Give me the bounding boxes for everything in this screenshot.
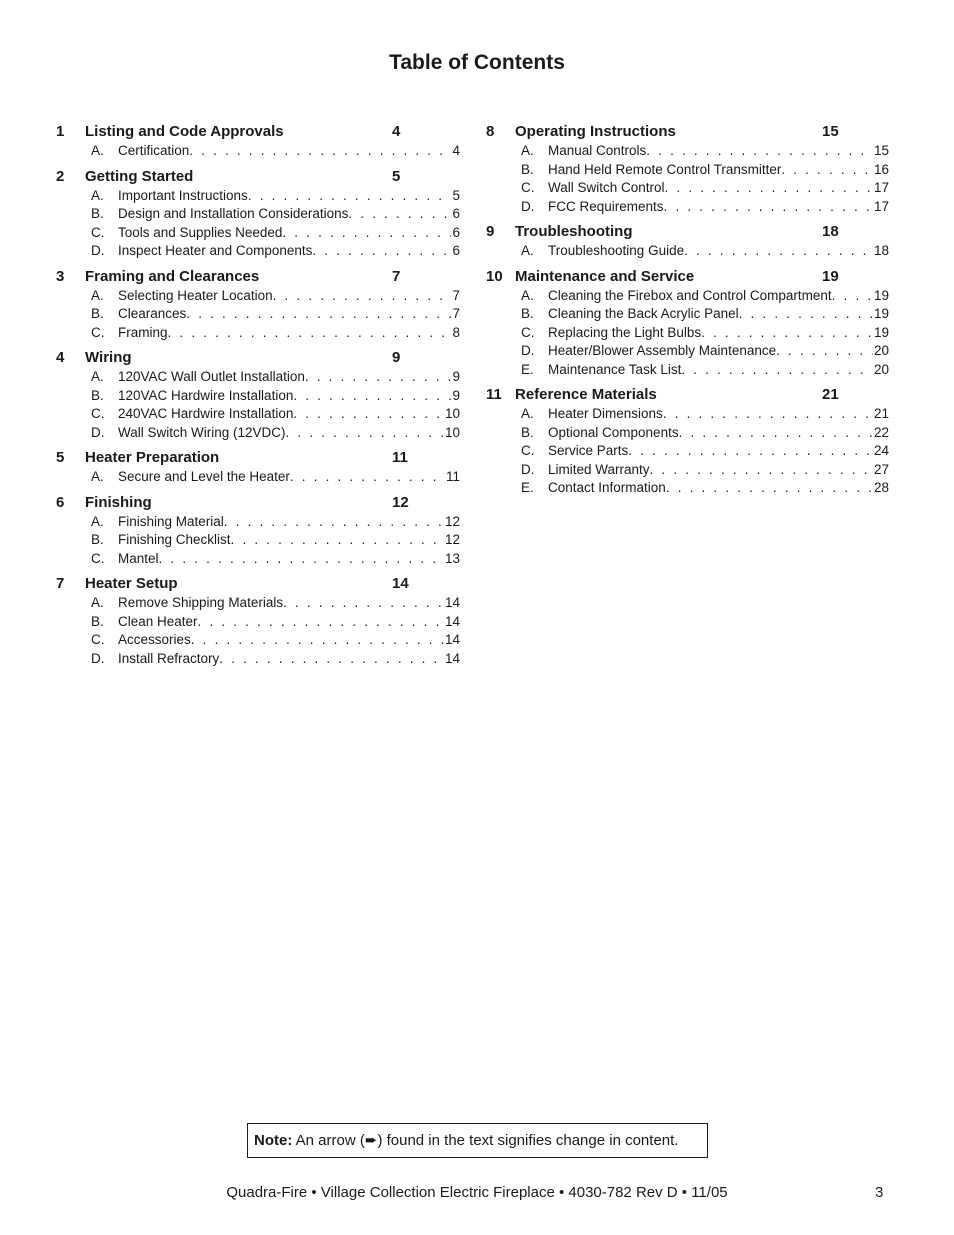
toc-entry [486, 324, 889, 343]
entry-line [118, 305, 460, 324]
toc-entry [486, 179, 889, 198]
toc-section-heading [486, 266, 889, 287]
dot-leader [293, 405, 444, 424]
entry-line [548, 461, 889, 480]
toc-section [56, 266, 460, 343]
toc-section [56, 447, 460, 487]
entry-page: 21 [873, 406, 889, 421]
entry-letter: C. [91, 632, 105, 647]
entry-page: 22 [873, 424, 889, 440]
entry-page: 19 [873, 287, 889, 303]
entry-letter: B. [91, 613, 104, 629]
entry-page: 5 [452, 187, 460, 203]
toc-entry [56, 242, 460, 261]
entry-page: 20 [873, 343, 889, 358]
entry-page: 14 [444, 632, 460, 647]
entry-title: Service Parts [548, 443, 629, 458]
entry-title: Clean Heater [118, 613, 198, 629]
entry-letter: A. [521, 406, 534, 421]
entry-page: 13 [444, 550, 460, 566]
section-number: 4 [56, 349, 65, 366]
dot-leader [305, 368, 452, 387]
entry-letter: D. [521, 198, 535, 214]
toc-entry [56, 650, 460, 669]
toc-entry [486, 287, 889, 306]
toc-entry [56, 405, 460, 424]
section-number: 7 [56, 575, 65, 592]
entry-line [548, 179, 889, 198]
entry-page: 8 [452, 324, 460, 340]
section-page: 18 [822, 223, 839, 240]
entry-title: Wall Switch Control [548, 180, 665, 195]
entry-page: 10 [444, 424, 460, 440]
toc-entry [56, 613, 460, 632]
toc-section [486, 121, 889, 216]
entry-page: 18 [873, 243, 889, 258]
dot-leader [290, 468, 445, 487]
dot-leader [231, 531, 444, 550]
toc-section [56, 121, 460, 161]
entry-line [548, 342, 889, 361]
dot-leader [665, 179, 873, 198]
entry-letter: B. [521, 424, 534, 440]
dot-leader [282, 224, 451, 243]
entry-line [548, 161, 889, 180]
entry-page: 17 [873, 180, 889, 195]
dot-leader [681, 361, 873, 380]
section-title: Wiring [85, 349, 132, 366]
entry-page: 9 [452, 387, 460, 403]
entry-letter: A. [91, 143, 104, 158]
entry-page: 7 [452, 306, 460, 321]
entry-line [118, 613, 460, 632]
entry-letter: E. [521, 361, 534, 377]
entry-page: 7 [452, 287, 460, 303]
entry-title: 240VAC Hardwire Installation [118, 406, 294, 421]
entry-title: Replacing the Light Bulbs [548, 324, 702, 340]
section-page: 5 [392, 167, 401, 185]
entry-title: Finishing Material [118, 513, 224, 529]
section-number: 6 [56, 493, 65, 511]
dot-leader [646, 142, 873, 161]
entry-letter: D. [91, 650, 105, 666]
dot-leader [186, 305, 451, 324]
entry-letter: D. [91, 243, 105, 258]
entry-letter: C. [91, 550, 105, 566]
entry-letter: A. [91, 513, 104, 529]
entry-title: Heater/Blower Assembly Maintenance [548, 343, 777, 358]
dot-leader [293, 387, 451, 406]
page-number: 3 [875, 1184, 884, 1201]
entry-title: Heater Dimensions [548, 406, 663, 421]
entry-title: Cleaning the Firebox and Control Compartment [548, 287, 832, 303]
entry-letter: C. [91, 324, 105, 340]
entry-line [548, 405, 889, 424]
entry-letter: B. [91, 532, 104, 547]
section-page: 19 [822, 267, 839, 285]
entry-letter: A. [91, 595, 104, 610]
section-title: Heater Setup [85, 575, 178, 592]
section-number: 3 [56, 267, 65, 285]
dot-leader [650, 461, 873, 480]
toc-section [56, 347, 460, 442]
toc-entry [56, 531, 460, 550]
toc-left-column [56, 121, 460, 673]
toc-entry [486, 198, 889, 217]
entry-line [118, 287, 460, 306]
toc-entry [486, 242, 889, 261]
toc-section [486, 221, 889, 261]
toc-entry [56, 594, 460, 613]
section-page: 7 [392, 267, 401, 285]
note-text-before: An arrow ( [292, 1132, 365, 1149]
section-page: 15 [822, 123, 839, 140]
dot-leader [739, 305, 873, 324]
toc-entry [56, 142, 460, 161]
entry-letter: D. [521, 343, 535, 358]
toc-entry [56, 368, 460, 387]
section-title: Troubleshooting [515, 223, 633, 240]
toc-entry [56, 324, 460, 343]
dot-leader [189, 142, 451, 161]
toc-entry [486, 405, 889, 424]
footer-text: Quadra-Fire • Village Collection Electric Fireplace • 4030-782 Rev D • 11/05 [226, 1184, 728, 1201]
entry-title: Tools and Supplies Needed [118, 224, 283, 240]
entry-letter: B. [91, 387, 104, 403]
entry-letter: C. [91, 406, 105, 421]
section-page: 9 [392, 349, 401, 366]
toc-section-heading [56, 121, 460, 142]
toc-section [56, 573, 460, 668]
entry-title: Mantel [118, 550, 159, 566]
dot-leader [832, 287, 873, 306]
section-page: 12 [392, 493, 409, 511]
entry-letter: A. [521, 287, 534, 303]
entry-title: Install Refractory [118, 650, 220, 666]
dot-leader [684, 242, 873, 261]
dot-leader [273, 287, 452, 306]
toc-entry [56, 387, 460, 406]
toc-entry [56, 187, 460, 206]
entry-line [118, 550, 460, 569]
section-page: 11 [392, 449, 408, 466]
entry-line [118, 531, 460, 550]
dot-leader [679, 424, 873, 443]
toc-section-heading [486, 121, 889, 142]
section-number: 11 [486, 386, 502, 403]
entry-title: Design and Installation Considerations [118, 206, 349, 221]
entry-page: 17 [873, 198, 889, 214]
entry-page: 10 [444, 406, 460, 421]
entry-title: Limited Warranty [548, 461, 650, 477]
entry-line [118, 242, 460, 261]
toc-entry [56, 513, 460, 532]
entry-line [118, 513, 460, 532]
entry-letter: B. [91, 206, 104, 221]
dot-leader [168, 324, 452, 343]
page-title: Table of Contents [389, 51, 565, 74]
entry-title: Accessories [118, 632, 191, 647]
entry-letter: C. [521, 180, 535, 195]
toc-section-heading [486, 221, 889, 242]
toc-entry [56, 305, 460, 324]
entry-page: 24 [873, 443, 889, 458]
entry-title: 120VAC Hardwire Installation [118, 387, 294, 403]
entry-letter: A. [91, 369, 104, 384]
toc-right-column [486, 121, 889, 503]
entry-line [118, 650, 460, 669]
section-title: Finishing [85, 493, 152, 511]
entry-line [118, 387, 460, 406]
entry-letter: B. [521, 161, 534, 177]
entry-line [548, 198, 889, 217]
section-number: 5 [56, 449, 65, 466]
toc-entry [486, 479, 889, 498]
entry-title: Inspect Heater and Components [118, 243, 313, 258]
toc-section [486, 266, 889, 380]
section-page: 4 [392, 123, 401, 140]
toc-section-heading [56, 492, 460, 513]
section-number: 1 [56, 123, 65, 140]
entry-title: Important Instructions [118, 187, 248, 203]
toc-section [56, 492, 460, 569]
section-title: Reference Materials [515, 386, 657, 403]
entry-page: 12 [444, 532, 460, 547]
entry-title: Finishing Checklist [118, 532, 231, 547]
entry-line [118, 224, 460, 243]
entry-letter: C. [91, 224, 105, 240]
toc-section-heading [56, 266, 460, 287]
section-title: Operating Instructions [515, 123, 676, 140]
note-label: Note: [254, 1132, 293, 1149]
right-arrow-icon: ➨ [364, 1132, 378, 1149]
entry-title: Cleaning the Back Acrylic Panel [548, 306, 739, 321]
toc-entry [56, 550, 460, 569]
entry-letter: A. [521, 243, 534, 258]
toc-entry [56, 205, 460, 224]
entry-line [118, 424, 460, 443]
entry-line [548, 242, 889, 261]
entry-title: Selecting Heater Location [118, 287, 273, 303]
entry-letter: B. [521, 306, 534, 321]
dot-leader [663, 405, 873, 424]
entry-letter: D. [521, 461, 535, 477]
entry-page: 14 [444, 595, 460, 610]
entry-line [548, 324, 889, 343]
dot-leader [701, 324, 873, 343]
entry-title: Remove Shipping Materials [118, 595, 284, 610]
entry-letter: A. [91, 287, 104, 303]
dot-leader [248, 187, 452, 206]
entry-letter: B. [91, 306, 104, 321]
entry-page: 6 [452, 206, 460, 221]
toc-section-heading [56, 573, 460, 594]
entry-title: Optional Components [548, 424, 679, 440]
toc-entry [486, 361, 889, 380]
toc-section-heading [486, 384, 889, 405]
entry-letter: D. [91, 424, 105, 440]
entry-line [548, 287, 889, 306]
toc-entry [56, 224, 460, 243]
toc-entry [56, 468, 460, 487]
section-title: Framing and Clearances [85, 267, 260, 285]
entry-letter: A. [521, 143, 534, 158]
dot-leader [781, 161, 873, 180]
entry-page: 11 [445, 469, 460, 484]
entry-page: 6 [452, 243, 460, 258]
toc-section-heading [56, 347, 460, 368]
entry-page: 12 [444, 513, 460, 529]
section-number: 2 [56, 167, 65, 185]
toc-entry [486, 342, 889, 361]
toc-entry [56, 424, 460, 443]
entry-line [548, 305, 889, 324]
toc-section [486, 384, 889, 498]
entry-letter: C. [521, 443, 535, 458]
dot-leader [224, 513, 444, 532]
section-page: 21 [822, 386, 839, 403]
entry-letter: A. [91, 187, 104, 203]
dot-leader [286, 424, 444, 443]
section-number: 9 [486, 223, 495, 240]
entry-title: FCC Requirements [548, 198, 664, 214]
entry-title: Framing [118, 324, 168, 340]
section-number: 8 [486, 123, 495, 140]
toc-entry [486, 142, 889, 161]
entry-line [118, 142, 460, 161]
entry-letter: A. [91, 469, 104, 484]
entry-page: 28 [873, 480, 889, 495]
entry-title: Contact Information [548, 480, 666, 495]
entry-page: 6 [452, 224, 460, 240]
entry-line [118, 405, 460, 424]
entry-page: 15 [873, 143, 889, 158]
toc-section-heading [56, 166, 460, 187]
entry-letter: C. [521, 324, 535, 340]
entry-line [118, 324, 460, 343]
dot-leader [628, 442, 873, 461]
entry-page: 9 [452, 369, 460, 384]
entry-page: 27 [873, 461, 889, 477]
dot-leader [348, 205, 451, 224]
entry-title: Secure and Level the Heater [118, 469, 290, 484]
toc-entry [56, 631, 460, 650]
entry-title: Wall Switch Wiring (12VDC) [118, 424, 286, 440]
entry-page: 19 [873, 324, 889, 340]
entry-page: 4 [452, 143, 460, 158]
entry-title: Clearances [118, 306, 187, 321]
entry-page: 14 [444, 650, 460, 666]
dot-leader [312, 242, 451, 261]
entry-line [548, 479, 889, 498]
entry-title: 120VAC Wall Outlet Installation [118, 369, 305, 384]
dot-leader [198, 613, 444, 632]
toc-entry [56, 287, 460, 306]
entry-line [118, 594, 460, 613]
toc-section-heading [56, 447, 460, 468]
dot-leader [666, 479, 873, 498]
entry-line [118, 205, 460, 224]
dot-leader [191, 631, 444, 650]
entry-line [118, 187, 460, 206]
dot-leader [219, 650, 444, 669]
entry-line [548, 361, 889, 380]
entry-line [118, 468, 460, 487]
entry-title: Certification [118, 143, 190, 158]
entry-title: Troubleshooting Guide [548, 243, 685, 258]
section-page: 14 [392, 575, 409, 592]
entry-page: 19 [873, 306, 889, 321]
section-title: Maintenance and Service [515, 267, 695, 285]
dot-leader [283, 594, 444, 613]
entry-line [548, 142, 889, 161]
dot-leader [664, 198, 873, 217]
dot-leader [159, 550, 444, 569]
entry-title: Manual Controls [548, 143, 647, 158]
entry-line [548, 442, 889, 461]
entry-letter: E. [521, 480, 534, 495]
toc-entry [486, 424, 889, 443]
section-title: Listing and Code Approvals [85, 123, 284, 140]
toc-entry [486, 442, 889, 461]
toc-section [56, 166, 460, 261]
entry-line [548, 424, 889, 443]
toc-entry [486, 461, 889, 480]
note-box [247, 1123, 708, 1158]
entry-title: Maintenance Task List [548, 361, 682, 377]
toc-entry [486, 161, 889, 180]
section-title: Heater Preparation [85, 449, 220, 466]
entry-line [118, 631, 460, 650]
entry-page: 20 [873, 361, 889, 377]
section-number: 10 [486, 267, 503, 285]
toc-entry [486, 305, 889, 324]
note-text-after: ) found in the text signifies change in content. [377, 1132, 679, 1149]
entry-page: 16 [873, 161, 889, 177]
dot-leader [776, 342, 873, 361]
section-title: Getting Started [85, 167, 194, 185]
entry-title: Hand Held Remote Control Transmitter [548, 161, 782, 177]
entry-line [118, 368, 460, 387]
entry-page: 14 [444, 613, 460, 629]
